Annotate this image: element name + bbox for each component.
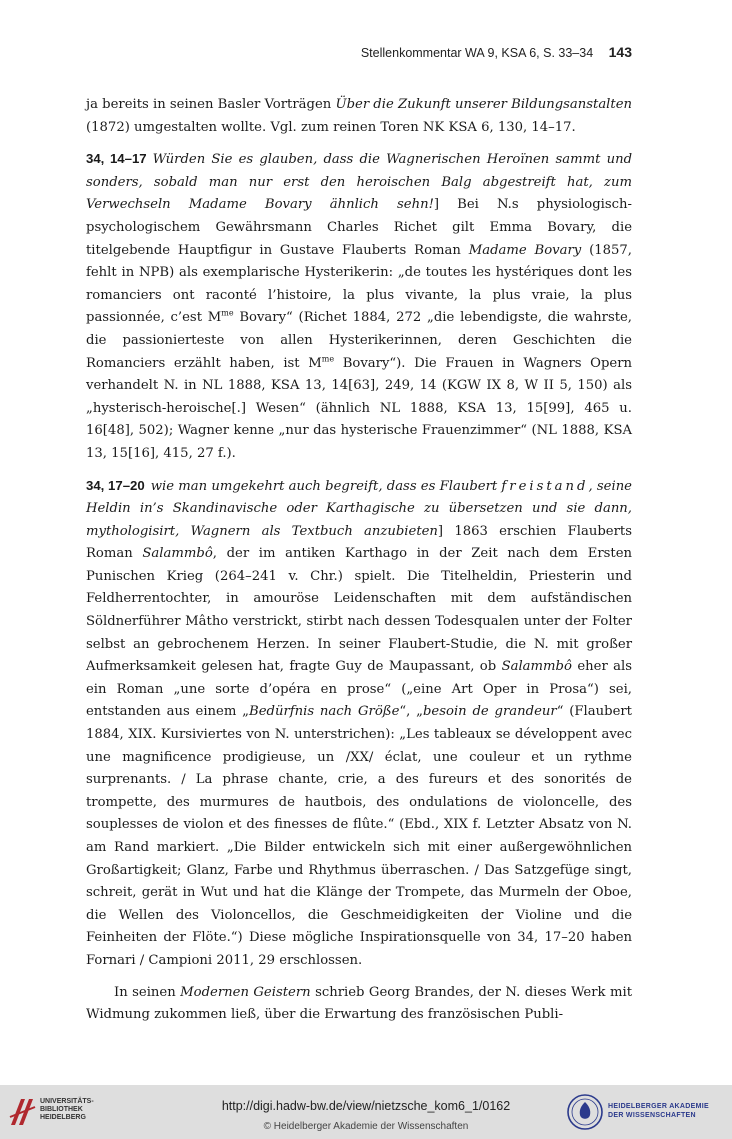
text-run: Bovary“). Die Frauen in Wagners Opern verhandelt N. in NL 1888, KSA 13, 14[63], 249, 14 (KGW IX 8, W II 5, 150) als „hysterisch-heroische[.] Wesen“ (ähnlich NL 1888, KSA 13, 15[99], 465 u. 16[48], 502); Wagner kenne „nur das hysterische Frauenzimmer“ (NL 1888, KSA 13, 15[16], 415, 27 f.). [86, 355, 632, 461]
italic-title: Modernen Geistern [180, 984, 311, 1000]
lemma: Würden Sie es glauben, dass die Wagnerischen Heroïnen sammt und sonders, sobald man nur erst den heroischen Balg abgestreift hat, zum Verwechseln Madame Bovary ähnlich sehn! [86, 152, 633, 213]
line-reference: 34, 14–17 [86, 151, 147, 167]
text-run: ja bereits in seinen Basler Vorträgen [86, 97, 336, 112]
source-url-link[interactable]: http://digi.hadw-bw.de/view/nietzsche_kom6_1/0162 [221, 1099, 511, 1113]
logo-line: HEIDELBERG [40, 1114, 86, 1121]
digitization-footer [0, 1085, 732, 1139]
page-number: 143 [608, 44, 632, 60]
commentary-entry [86, 475, 632, 973]
logo-line: HEIDELBERGER AKADEMIE [608, 1103, 709, 1110]
text-run: eher als ein Roman „une sorte d’opéra en prose“ („eine Art Oper in Prosa“) sei, entstanden aus einem „ [86, 659, 632, 720]
logo-line: UNIVERSITÄTS- [40, 1098, 94, 1105]
running-header [361, 44, 632, 60]
text-run: (1857, fehlt in NPB) als exemplarische Hysterikerin: „de toutes les hystériques dont les romanciers ont raconté l’histoire, la plus vivante, la plus vraie, la plus passionnée, c’est M [86, 242, 632, 326]
commentary-entry [86, 148, 632, 465]
text-run: ] Bei N.s physiologisch-psychologischem Gewährsmann Charles Richet gilt Emma Bovary, die titelgebende Hauptfigur in Gustave Flauberts Roman [86, 197, 632, 258]
text-run: “, „ [399, 704, 423, 720]
logo-line: BIBLIOTHEK [40, 1106, 83, 1113]
italic-title: Madame Bovary [468, 242, 582, 258]
text-run: , der im antiken Karthago in der Zeit nach dem Ersten Punischen Krieg (264–241 v. Chr.) spielt. Die Titelheldin, Priesterin und Feldherrentochter, in amouröse Leidenschaften mit dem aufständischen Söldnerführer Mâtho verstrickt, stirbt nach dessen Todesqualen unter der Folter selbst an gebrochenem Herzen. In seiner Flaubert-Studie, die N. mit großer Aufmerksamkeit gelesen hat, fragte Guy de Maupassant, ob [86, 546, 632, 675]
text-run: In seinen [114, 984, 181, 1000]
lemma-spaced: freistand [501, 478, 589, 494]
text-run: ] 1863 erschien Flauberts Roman [86, 523, 632, 562]
superscript: me [221, 308, 234, 318]
italic-phrase: Bedürfnis nach Größe [249, 704, 400, 720]
academy-seal-icon [566, 1093, 604, 1131]
text-run: schrieb Georg Brandes, der N. dieses Werk mit Widmung zukommen ließ, über die Erwartung des französischen Publi- [86, 984, 632, 1023]
italic-title: Salammbô [501, 659, 572, 675]
copyright-notice: © Heidelberger Akademie der Wissenschaften [263, 1121, 469, 1132]
italic-title: Salammbô [142, 546, 213, 562]
academy-name [608, 1102, 709, 1120]
text-run: (1872) umgestalten wollte. Vgl. zum reinen Toren NK KSA 6, 130, 14–17. [86, 119, 576, 135]
paragraph [86, 982, 632, 1027]
lemma: wie man umgekehrt auch begreift, dass es Flaubert [150, 478, 502, 494]
commentary-text [86, 94, 632, 1027]
line-reference: 34, 17–20 [86, 477, 145, 493]
italic-title: Über die Zukunft unserer Bildungsanstalten [335, 97, 632, 112]
text-run: Bovary“ (Richet 1884, 272 „die lebendigste, die wahrste, die passionierteste von allen Hysterikerinnen, deren Geschichten die Romanciers erzählt haben, ist M [86, 310, 633, 371]
running-title: Stellenkommentar WA 9, KSA 6, S. 33–34 [360, 46, 594, 60]
logo-line: DER WISSENSCHAFTEN [608, 1112, 696, 1119]
superscript: me [321, 354, 335, 364]
text-run: “ (Flaubert 1884, XIX. Kursiviertes von N. unterstrichen): „Les tableaux se développent avec une magnificence prodigieuse, un /XX/ éclat, une couleur et un rythme surprenants. / La phrase chante, crie, a des fureurs et des sonorités de trompette, des murmures de hautbois, des ondulations de violoncelle, des souplesses de violon et des finesses de flûte.“ (Ebd., XIX f. Letzter Absatz von N. am Rand markiert. „Die Bilder entwickeln sich mit einer außergewöhnlichen Großartigkeit; Glanz, Farbe und Rhythmus überraschen. / Das Satzgefüge singt, schreit, gerät in Wut und hat die Klänge der Trompete, das Murmeln der Oboe, die Wellen des Violoncellos, die Geschmeidigkeiten der Violine und die Feinheiten der Flöte.“) Diese mögliche Inspirationsquelle von 34, 17–20 haben Fornari / Campioni 2011, 29 erschlossen. [86, 704, 632, 968]
italic-phrase: besoin de grandeur [422, 704, 557, 720]
lemma: , seine Heldin in’s Skandinavische oder Karthagische zu übersetzen und sie dann, mythologisirt, Wagnern als Textbuch anzubieten [86, 478, 632, 539]
paragraph-continuation [86, 94, 632, 139]
